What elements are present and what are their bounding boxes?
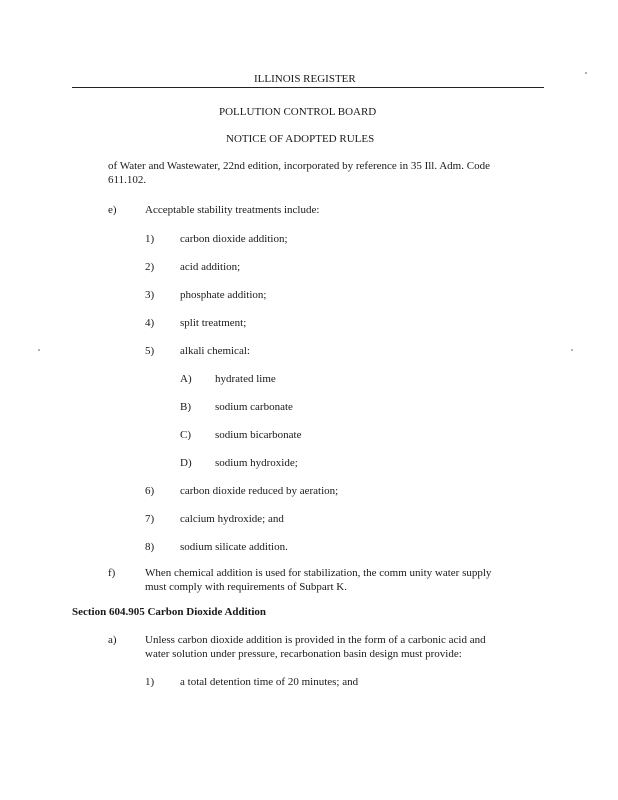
- alkali-item-text: hydrated lime: [215, 373, 276, 385]
- list-item-text: phosphate addition;: [180, 289, 267, 301]
- item-f-label: f): [108, 567, 116, 579]
- list-item-label: 4): [145, 317, 155, 329]
- section-a-line-2: water solution under pressure, recarbonation basin design must provide:: [145, 648, 462, 660]
- list-item-label: 3): [145, 289, 155, 301]
- list-item-label: 2): [145, 261, 155, 273]
- list-item-text: carbon dioxide reduced by aeration;: [180, 485, 339, 497]
- item-e-label: e): [108, 204, 117, 216]
- list-item-text: split treatment;: [180, 317, 247, 329]
- intro-line-2: 611.102.: [108, 174, 147, 186]
- alkali-item-label: D): [180, 457, 192, 469]
- list-item-text: sodium silicate addition.: [180, 541, 288, 553]
- item-f-line-1: When chemical addition is used for stabilization, the comm unity water supply: [145, 567, 492, 579]
- alkali-item-text: sodium bicarbonate: [215, 429, 302, 441]
- section-a-label: a): [108, 634, 117, 646]
- list-item-label: 5): [145, 345, 155, 357]
- notice-title: NOTICE OF ADOPTED RULES: [226, 133, 375, 145]
- item-f-line-2: must comply with requirements of Subpart K.: [145, 581, 347, 593]
- item-e-text: Acceptable stability treatments include:: [145, 204, 320, 216]
- section-a1-text: a total detention time of 20 minutes; and: [180, 676, 359, 688]
- scan-speck: [585, 72, 587, 74]
- list-item-text: calcium hydroxide; and: [180, 513, 284, 525]
- list-item-label: 6): [145, 485, 155, 497]
- list-item-label: 7): [145, 513, 155, 525]
- alkali-item-label: B): [180, 401, 191, 413]
- register-title: ILLINOIS REGISTER: [254, 73, 356, 85]
- header-rule: [72, 87, 544, 88]
- list-item-label: 1): [145, 233, 155, 245]
- list-item-text: alkali chemical:: [180, 345, 250, 357]
- section-a1-label: 1): [145, 676, 155, 688]
- list-item-text: carbon dioxide addition;: [180, 233, 288, 245]
- board-title: POLLUTION CONTROL BOARD: [219, 106, 377, 118]
- alkali-item-label: C): [180, 429, 191, 441]
- alkali-item-text: sodium carbonate: [215, 401, 293, 413]
- section-a-line-1: Unless carbon dioxide addition is provided in the form of a carbonic acid and: [145, 634, 486, 646]
- alkali-item-label: A): [180, 373, 192, 385]
- scan-speck: [38, 349, 40, 351]
- alkali-item-text: sodium hydroxide;: [215, 457, 298, 469]
- scan-speck: [571, 349, 573, 351]
- list-item-label: 8): [145, 541, 155, 553]
- list-item-text: acid addition;: [180, 261, 241, 273]
- intro-line-1: of Water and Wastewater, 22nd edition, incorporated by reference in 35 Ill. Adm. Code: [108, 160, 490, 172]
- section-heading: Section 604.905 Carbon Dioxide Addition: [72, 606, 267, 618]
